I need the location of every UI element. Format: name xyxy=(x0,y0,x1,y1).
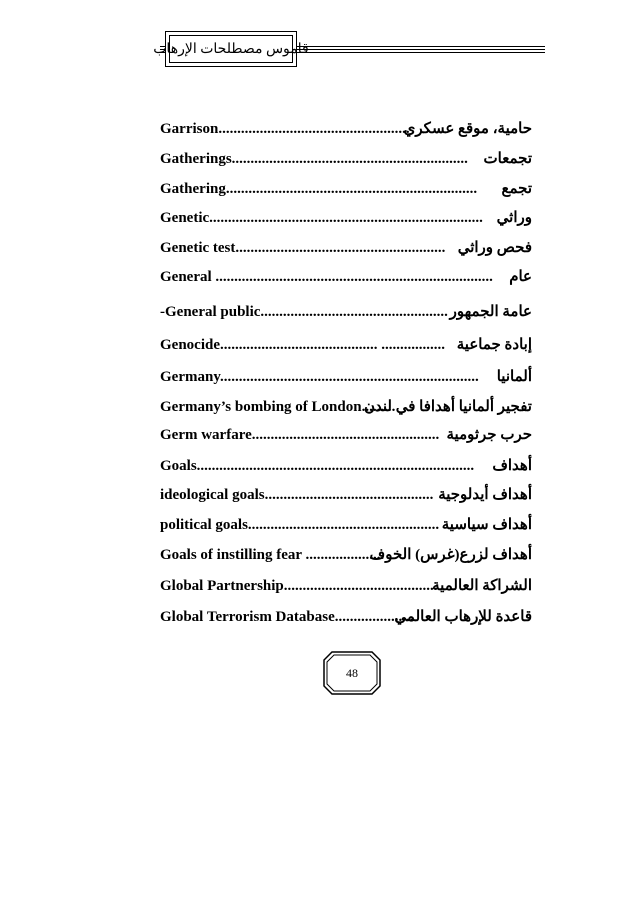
entry-english-term: Gathering................................................................... xyxy=(160,181,478,197)
header-title: قاموس مصطلحات الإرهاب xyxy=(169,35,293,63)
glossary-entry xyxy=(160,606,532,628)
entry-arabic-term: تجمع xyxy=(501,181,532,197)
entry-english-term: Genocide.......................................... ................. xyxy=(160,337,445,353)
entry-english-term: ideological goals............................................. xyxy=(160,487,434,503)
entry-arabic-term: ألمانيا xyxy=(496,369,532,385)
glossary-entry xyxy=(160,455,532,477)
glossary-entry xyxy=(160,575,532,597)
entry-arabic-term: أهداف سياسية xyxy=(441,517,532,533)
entry-english-term: Global Terrorism Database..................... xyxy=(160,609,414,625)
entry-arabic-term: وراثي xyxy=(496,210,532,226)
entry-arabic-term: قاعدة للإرهاب العالمي xyxy=(394,609,532,625)
entry-arabic-term: الشراكة العالمية xyxy=(432,578,532,594)
glossary-entry xyxy=(160,301,532,323)
entry-english-term: Genetic......................................................................... xyxy=(160,210,483,226)
entry-arabic-term: حرب جرثومية xyxy=(446,427,532,443)
entry-english-term: Garrison................................................... xyxy=(160,121,410,137)
glossary-entry xyxy=(160,118,532,140)
glossary-entry xyxy=(160,396,532,418)
glossary-entry xyxy=(160,207,532,229)
glossary-entry xyxy=(160,148,532,170)
entry-arabic-term: عامة الجمهور xyxy=(449,304,532,320)
entry-arabic-term: إبادة جماعية xyxy=(456,337,532,353)
glossary-entry xyxy=(160,237,532,259)
entry-arabic-term: أهداف لزرع(غرس) الخوف xyxy=(369,547,532,563)
entry-english-term: Germany’s bombing of London......... xyxy=(160,399,396,415)
entry-arabic-term: فحص وراثي xyxy=(457,240,532,256)
entry-english-term: Germ warfare.................................................. xyxy=(160,427,440,443)
entry-arabic-term: تفجير ألمانيا أهدافا في لندن xyxy=(363,399,532,415)
entry-arabic-term: أهداف أيدلوجية xyxy=(438,487,532,503)
entry-arabic-term: تجمعات xyxy=(483,151,532,167)
glossary-entry xyxy=(160,484,532,506)
entry-english-term: Global Partnership......................................... xyxy=(160,578,438,594)
page-number: 48 xyxy=(346,665,358,680)
entry-english-term: Germany..................................................................... xyxy=(160,369,479,385)
glossary-entry xyxy=(160,366,532,388)
entry-english-term: Genetic test........................................................ xyxy=(160,240,446,256)
glossary-entry xyxy=(160,424,532,446)
entry-arabic-term: حامية، موقع عسكري xyxy=(403,121,532,137)
entry-arabic-term: عام xyxy=(509,269,532,285)
glossary-entry xyxy=(160,514,532,536)
entry-english-term: political goals................................................... xyxy=(160,517,440,533)
entry-english-term: Gatherings............................................................... xyxy=(160,151,468,167)
glossary-entry xyxy=(160,266,532,288)
glossary-entry xyxy=(160,544,532,566)
entry-arabic-term: أهداف xyxy=(492,458,532,474)
entry-english-term: General .......................................................................... xyxy=(160,269,493,285)
glossary-entry xyxy=(160,178,532,200)
entry-english-term: Goals.......................................................................... xyxy=(160,458,475,474)
entry-english-term: Goals of instilling fear ..................... xyxy=(160,547,385,563)
entry-english-term: -General public.................................................. xyxy=(160,304,448,320)
glossary-entry xyxy=(160,334,532,356)
